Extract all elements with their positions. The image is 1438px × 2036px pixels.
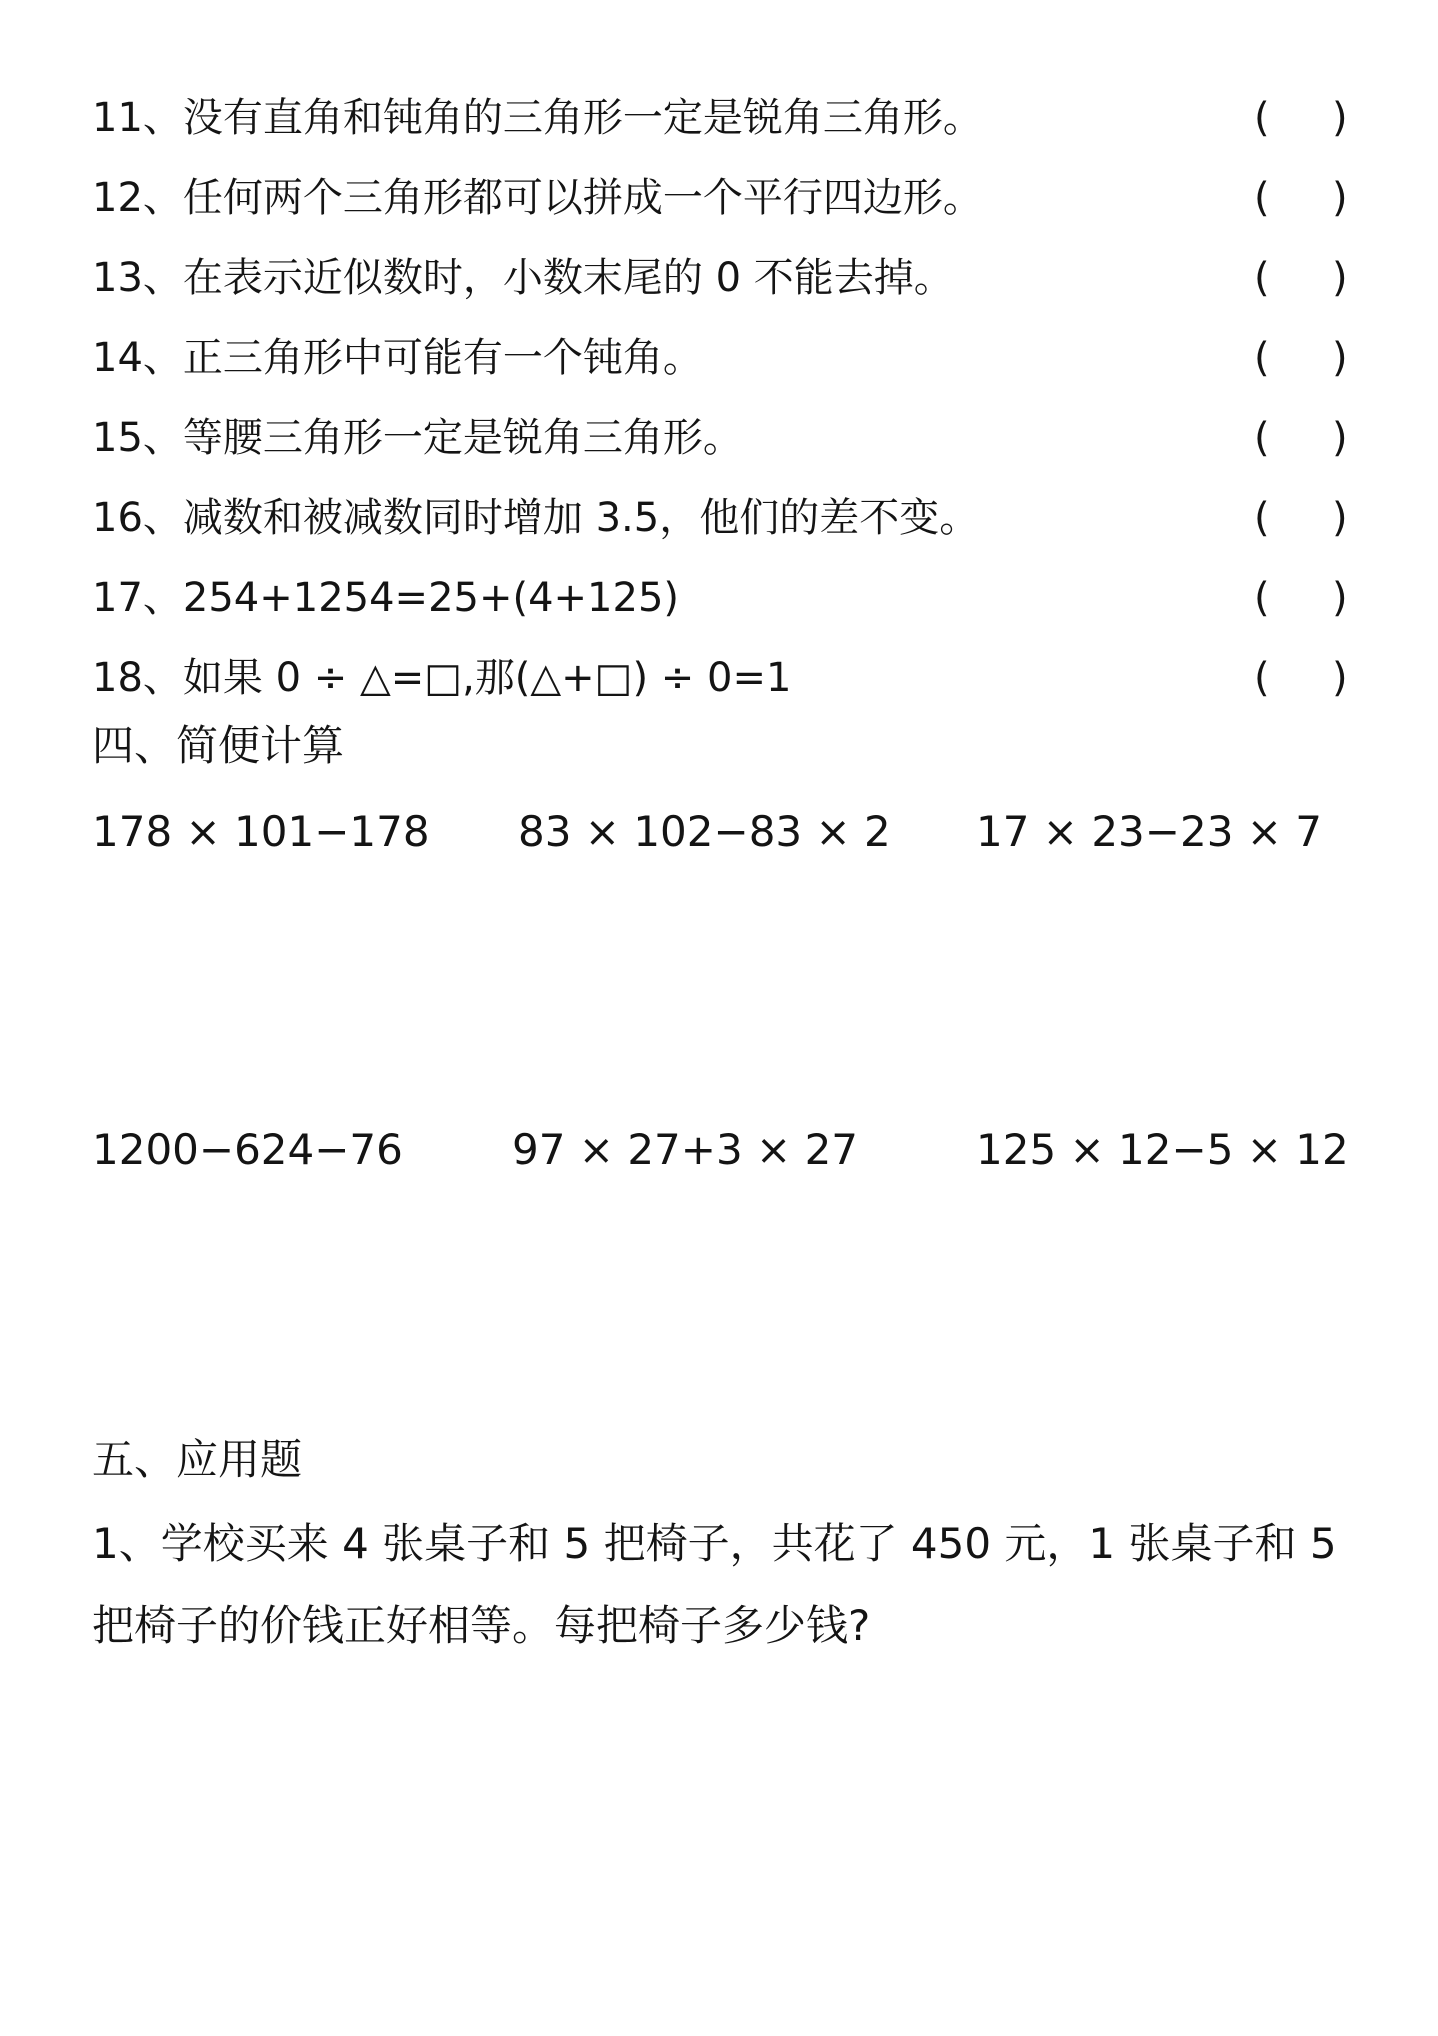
judgement-item-text: 13、在表示近似数时，小数末尾的 0 不能去掉。 [92, 255, 954, 301]
judgement-item [92, 168, 1352, 228]
judgement-item [92, 88, 1352, 148]
judgement-item [92, 248, 1352, 308]
answer-blank[interactable] [1278, 576, 1328, 620]
answer-blank[interactable] [1278, 656, 1328, 700]
calc-expression: 17 × 23−23 × 7 [976, 807, 1323, 856]
judgement-item-text: 11、没有直角和钝角的三角形一定是锐角三角形。 [92, 95, 983, 141]
judgement-item-text: 17、254+1254=25+(4+125) [92, 575, 680, 621]
answer-paren-open: ( [1254, 415, 1270, 461]
answer-paren-open: ( [1254, 575, 1270, 621]
answer-paren-close: ) [1332, 575, 1348, 621]
calc-expression: 125 × 12−5 × 12 [976, 1125, 1349, 1174]
section-title-word-problems: 五、应用题 [92, 1435, 303, 1484]
answer-blank[interactable] [1278, 336, 1328, 380]
section-title-simplified-calculation: 四、简便计算 [92, 721, 345, 770]
judgement-item [92, 648, 1352, 708]
answer-paren-close: ) [1332, 415, 1348, 461]
answer-blank[interactable] [1278, 416, 1328, 460]
answer-paren-open: ( [1254, 655, 1270, 701]
answer-paren-open: ( [1254, 95, 1270, 141]
judgement-item [92, 568, 1352, 628]
answer-paren-close: ) [1332, 495, 1348, 541]
answer-paren-open: ( [1254, 255, 1270, 301]
judgement-item-text: 15、等腰三角形一定是锐角三角形。 [92, 415, 743, 461]
answer-blank[interactable] [1278, 256, 1328, 300]
answer-paren-close: ) [1332, 335, 1348, 381]
answer-blank[interactable] [1278, 96, 1328, 140]
answer-paren-open: ( [1254, 175, 1270, 221]
answer-blank[interactable] [1278, 176, 1328, 220]
answer-paren-close: ) [1332, 255, 1348, 301]
answer-paren-close: ) [1332, 655, 1348, 701]
judgement-item [92, 488, 1352, 548]
judgement-item-text: 12、任何两个三角形都可以拼成一个平行四边形。 [92, 175, 983, 221]
calc-expression: 178 × 101−178 [92, 807, 430, 856]
word-problem-text-line: 1、学校买来 4 张桌子和 5 把椅子，共花了 450 元，1 张桌子和 5 [92, 1519, 1337, 1568]
judgement-item [92, 328, 1352, 388]
calc-expression: 1200−624−76 [92, 1125, 403, 1174]
judgement-item-text: 16、减数和被减数同时增加 3.5，他们的差不变。 [92, 495, 980, 541]
judgement-item [92, 408, 1352, 468]
judgement-item-text: 14、正三角形中可能有一个钝角。 [92, 335, 703, 381]
answer-paren-close: ) [1332, 95, 1348, 141]
calc-expression: 97 × 27+3 × 27 [512, 1125, 859, 1174]
answer-paren-open: ( [1254, 495, 1270, 541]
answer-blank[interactable] [1278, 496, 1328, 540]
calc-expression: 83 × 102−83 × 2 [518, 807, 891, 856]
word-problem-text-line: 把椅子的价钱正好相等。每把椅子多少钱? [92, 1601, 871, 1650]
answer-paren-open: ( [1254, 335, 1270, 381]
judgement-item-text: 18、如果 0 ÷ △=□,那(△+□) ÷ 0=1 [92, 655, 792, 701]
answer-paren-close: ) [1332, 175, 1348, 221]
